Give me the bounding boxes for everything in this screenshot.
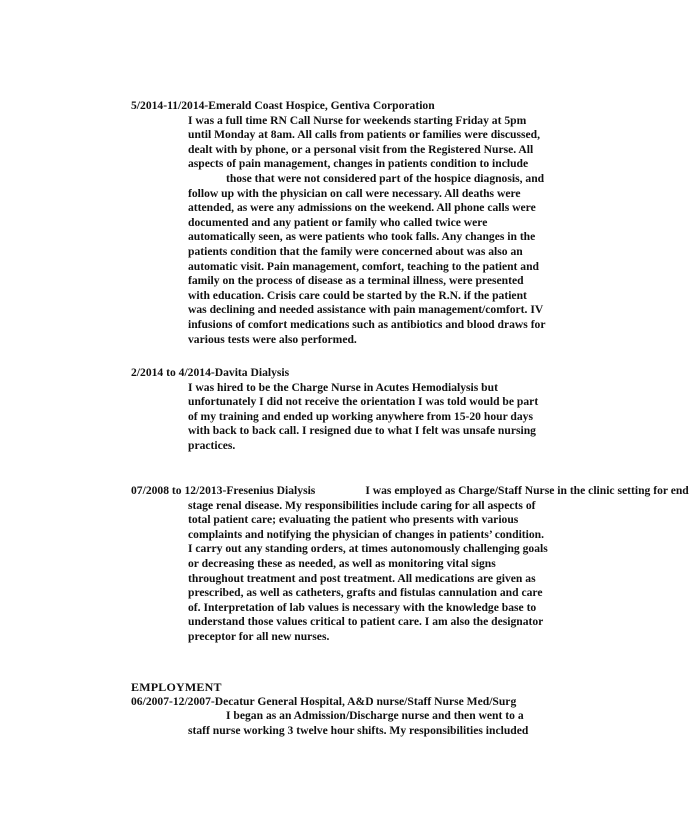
job-first-line: I was employed as Charge/Staff Nurse in the clinic setting for end bbox=[365, 484, 689, 497]
job-description-line: with education. Crisis care could be started by the R.N. if the patient bbox=[188, 288, 527, 302]
job-description-line: complaints and notifying the physician of changes in patients’ condition. bbox=[188, 527, 545, 541]
job-title: 06/2007-12/2007-Decatur General Hospital, A&D nurse/Staff Nurse Med/Surg bbox=[131, 694, 517, 708]
job-description-line: automatic visit. Pain management, comfort, teaching to the patient and bbox=[188, 259, 539, 273]
job-description-line: infusions of comfort medications such as antibiotics and blood draws for bbox=[188, 317, 546, 331]
job-description-line: of my training and ended up working anywhere from 15-20 hour days bbox=[188, 409, 533, 423]
job-description-line: until Monday at 8am. All calls from patients or families were discussed, bbox=[188, 128, 540, 142]
job-entry-emerald-coast bbox=[131, 99, 561, 347]
job-description-line: automatically seen, as were patients who took falls. Any changes in the bbox=[188, 230, 536, 244]
job-description-line: documented and any patient or family who called twice were bbox=[188, 215, 488, 229]
job-title: 2/2014 to 4/2014-Davita Dialysis bbox=[131, 366, 290, 379]
job-title bbox=[131, 484, 689, 499]
job-title-text: 07/2008 to 12/2013-Fresenius Dialysis bbox=[131, 484, 316, 497]
job-description-line: was declining and needed assistance with pain management/comfort. IV bbox=[188, 303, 544, 317]
job-description-line: attended, as were any admissions on the weekend. All phone calls were bbox=[188, 201, 536, 215]
job-description-line: dealt with by phone, or a personal visit from the Registered Nurse. All bbox=[188, 142, 534, 156]
job-description-line: throughout treatment and post treatment. All medications are given as bbox=[188, 571, 536, 585]
job-description-line: total patient care; evaluating the patient who presents with various bbox=[188, 513, 519, 527]
section-heading: EMPLOYMENT bbox=[131, 680, 222, 694]
job-entry-davita bbox=[131, 366, 561, 454]
job-description-line: patients condition that the family were concerned about was also an bbox=[188, 244, 523, 258]
employment-section bbox=[131, 680, 561, 738]
job-description-line: those that were not considered part of the hospice diagnosis, and bbox=[226, 171, 545, 185]
job-description-line: I carry out any standing orders, at times autonomously challenging goals bbox=[188, 542, 548, 556]
job-title: 5/2014-11/2014-Emerald Coast Hospice, Gentiva Corporation bbox=[131, 99, 435, 112]
job-description-line: aspects of pain management, changes in patients condition to include bbox=[188, 157, 529, 171]
job-description-line: follow up with the physician on call were necessary. All deaths were bbox=[188, 186, 521, 200]
job-description-line: various tests were also performed. bbox=[188, 332, 357, 346]
job-description-line: I was a full time RN Call Nurse for weekends starting Friday at 5pm bbox=[188, 113, 527, 127]
job-description-line: or decreasing these as needed, as well as monitoring vital signs bbox=[188, 556, 496, 570]
job-description-line: preceptor for all new nurses. bbox=[188, 629, 330, 643]
job-description-line: prescribed, as well as catheters, grafts and fistulas cannulation and care bbox=[188, 586, 543, 600]
job-description-line: with back to back call. I resigned due to what I felt was unsafe nursing bbox=[188, 424, 536, 438]
job-description-line: unfortunately I did not receive the orientation I was told would be part bbox=[188, 395, 539, 409]
job-description-line: practices. bbox=[188, 438, 236, 452]
job-description-line: staff nurse working 3 twelve hour shifts. My responsibilities included bbox=[188, 723, 529, 737]
job-description-line: I was hired to be the Charge Nurse in Acutes Hemodialysis but bbox=[188, 380, 498, 394]
job-first-line: I began as an Admission/Discharge nurse and then went to a bbox=[226, 709, 524, 723]
job-entry-fresenius bbox=[131, 484, 689, 645]
job-description-line: stage renal disease. My responsibilities include caring for all aspects of bbox=[188, 498, 536, 512]
job-description-line: family on the process of disease as a terminal illness, were presented bbox=[188, 274, 524, 288]
job-description-line: understand those values critical to patient care. I am also the designator bbox=[188, 615, 544, 629]
job-description-line: of. Interpretation of lab values is necessary with the knowledge base to bbox=[188, 600, 537, 614]
